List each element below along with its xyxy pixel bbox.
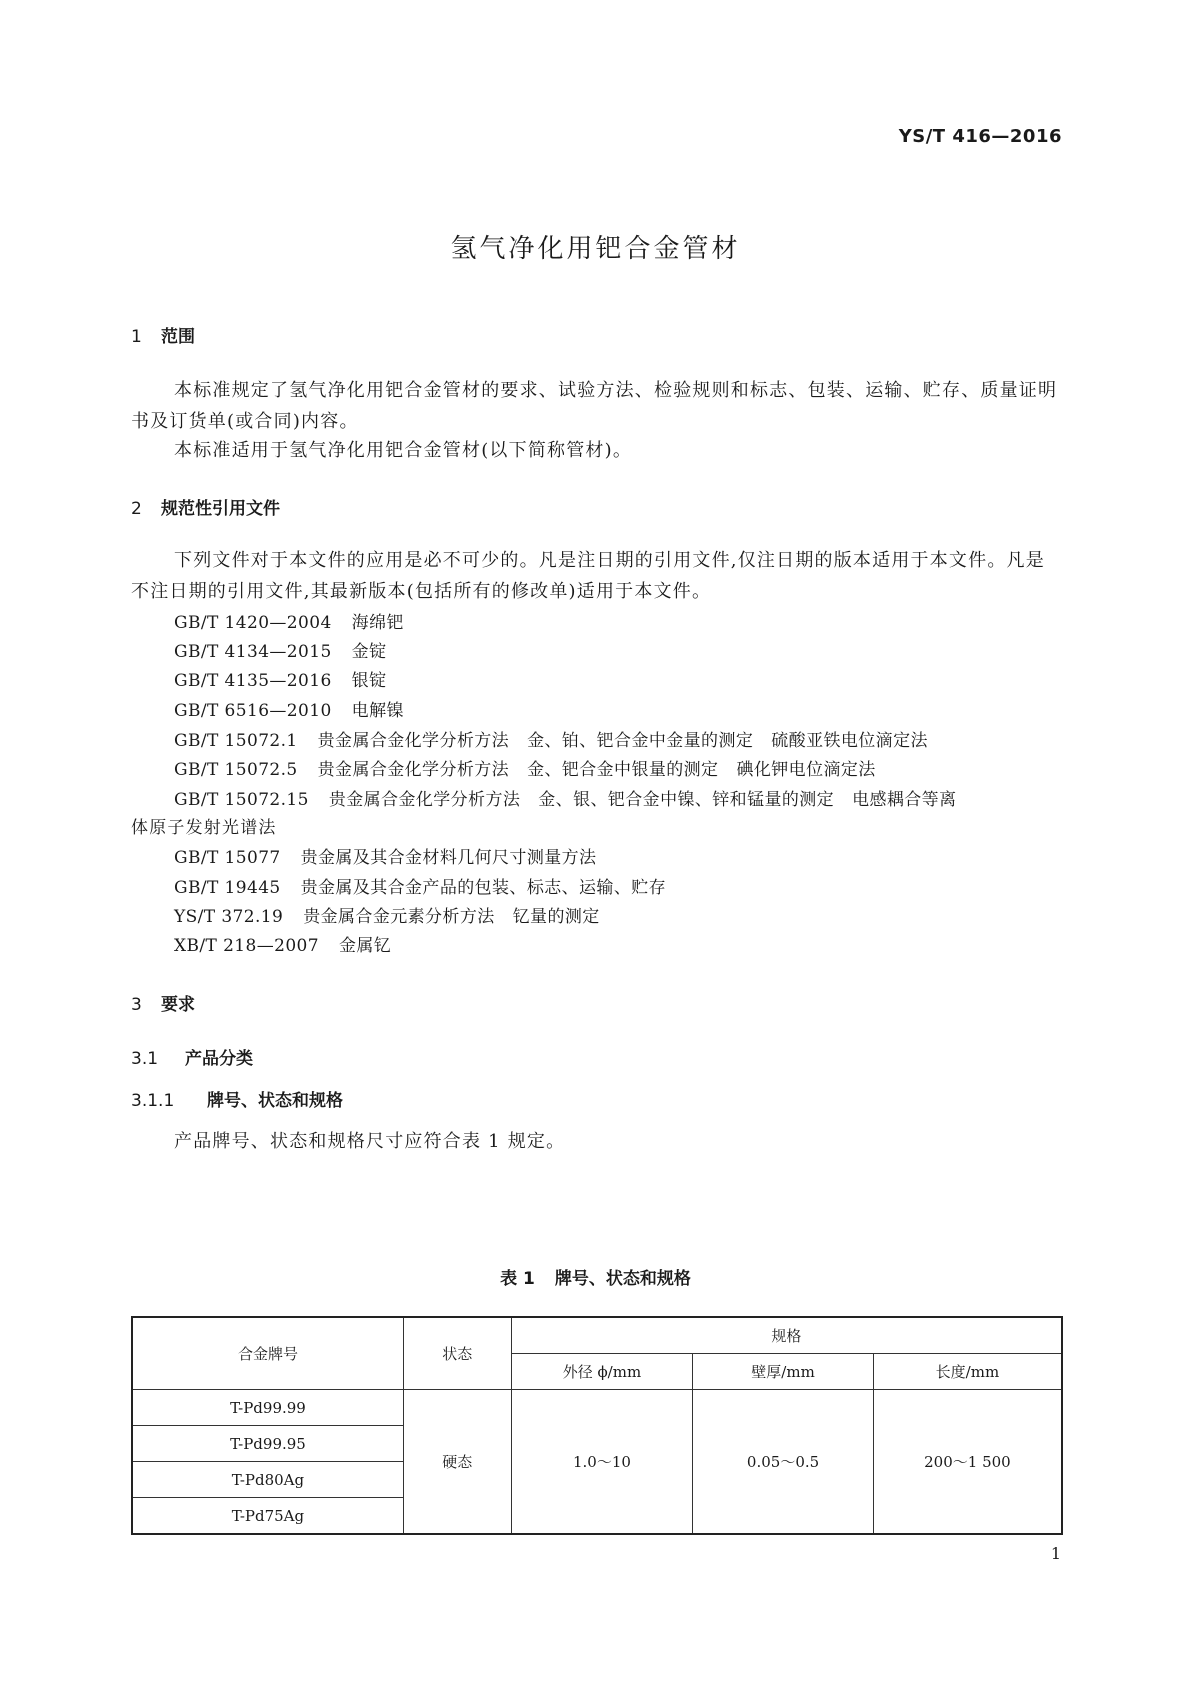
subsection-3-1-1-heading bbox=[131, 1086, 343, 1111]
alloy-cell: T-Pd99.95 bbox=[132, 1426, 403, 1462]
section-1-paragraph-2: 本标准适用于氢气净化用钯合金管材(以下简称管材)。 bbox=[174, 440, 633, 461]
reference-title: 贵金属合金元素分析方法 bbox=[303, 907, 495, 927]
spec-table bbox=[131, 1316, 1063, 1535]
reference-part: 金、铂、钯合金中金量的测定 bbox=[527, 731, 754, 751]
document-title: 氢气净化用钯合金管材 bbox=[450, 234, 741, 264]
reference-code: GB/T 15072.15 bbox=[174, 790, 309, 810]
reference-item bbox=[174, 666, 386, 691]
section-2-intro: 下列文件对于本文件的应用是必不可少的。凡是注日期的引用文件,仅注日期的版本适用于本文件。凡是不注日期的引用文件,其最新版本(包括所有的修改单)适用于本文件。 bbox=[131, 550, 1045, 602]
reference-item bbox=[174, 785, 956, 810]
reference-method: 电感耦合等离 bbox=[852, 790, 957, 810]
reference-method: 碘化钾电位滴定法 bbox=[736, 760, 876, 780]
section-number: 2 bbox=[131, 499, 142, 519]
reference-title: 金属钇 bbox=[338, 936, 392, 956]
alloy-cell: T-Pd99.99 bbox=[132, 1390, 403, 1426]
outer-diameter-cell: 1.0～10 bbox=[511, 1390, 693, 1535]
table-caption-text: 牌号、状态和规格 bbox=[554, 1269, 691, 1289]
section-title: 范围 bbox=[161, 327, 195, 347]
alloy-cell: T-Pd80Ag bbox=[132, 1462, 403, 1498]
reference-item bbox=[174, 755, 876, 780]
reference-item bbox=[174, 608, 404, 633]
reference-code: GB/T 6516—2010 bbox=[174, 701, 332, 721]
length-cell: 200～1 500 bbox=[873, 1390, 1062, 1535]
reference-title: 贵金属及其合金材料几何尺寸测量方法 bbox=[300, 848, 597, 868]
reference-item bbox=[174, 902, 600, 927]
subsection-number: 3.1 bbox=[131, 1049, 159, 1069]
alloy-cell: T-Pd75Ag bbox=[132, 1498, 403, 1535]
wall-thickness-cell: 0.05～0.5 bbox=[693, 1390, 874, 1535]
reference-code: XB/T 218—2007 bbox=[174, 936, 319, 956]
table-number: 表 1 bbox=[500, 1269, 535, 1289]
reference-item bbox=[174, 931, 391, 956]
reference-title: 贵金属合金化学分析方法 bbox=[317, 731, 510, 751]
reference-code: GB/T 19445 bbox=[174, 878, 281, 898]
header-state: 状态 bbox=[403, 1317, 511, 1390]
section-3-paragraph: 产品牌号、状态和规格尺寸应符合表 1 规定。 bbox=[174, 1131, 566, 1152]
reference-item bbox=[174, 873, 666, 898]
state-cell: 硬态 bbox=[403, 1390, 511, 1535]
section-3-heading bbox=[131, 990, 195, 1015]
reference-title: 贵金属及其合金产品的包装、标志、运输、贮存 bbox=[300, 878, 667, 898]
reference-code: GB/T 15072.1 bbox=[174, 731, 298, 751]
reference-part: 金、钯合金中银量的测定 bbox=[527, 760, 719, 780]
subsection-title: 牌号、状态和规格 bbox=[207, 1091, 343, 1111]
reference-part: 钇量的测定 bbox=[512, 907, 600, 927]
subsection-3-1-heading bbox=[131, 1044, 253, 1069]
page-number: 1 bbox=[1050, 1544, 1061, 1563]
section-1-heading bbox=[131, 322, 195, 347]
header-alloy: 合金牌号 bbox=[132, 1317, 403, 1390]
reference-part: 金、银、钯合金中镍、锌和锰量的测定 bbox=[538, 790, 835, 810]
table-header-row bbox=[132, 1317, 1062, 1354]
reference-item bbox=[174, 696, 404, 721]
header-spec: 规格 bbox=[511, 1317, 1062, 1354]
reference-item bbox=[174, 726, 928, 751]
section-number: 1 bbox=[131, 327, 142, 347]
section-1-paragraph-1: 本标准规定了氢气净化用钯合金管材的要求、试验方法、检验规则和标志、包装、运输、贮存、质量证明书及订货单(或合同)内容。 bbox=[131, 380, 1058, 432]
reference-title: 贵金属合金化学分析方法 bbox=[328, 790, 521, 810]
section-title: 规范性引用文件 bbox=[161, 499, 280, 519]
section-2-heading bbox=[131, 494, 280, 519]
reference-title: 海绵钯 bbox=[351, 613, 404, 633]
header-length: 长度/mm bbox=[873, 1354, 1062, 1390]
reference-item bbox=[174, 843, 596, 868]
reference-continuation: 体原子发射光谱法 bbox=[131, 818, 277, 838]
reference-title: 贵金属合金化学分析方法 bbox=[317, 760, 510, 780]
subsection-title: 产品分类 bbox=[185, 1049, 253, 1069]
reference-code: GB/T 15072.5 bbox=[174, 760, 298, 780]
reference-title: 金锭 bbox=[351, 642, 387, 662]
table-caption bbox=[0, 1264, 1191, 1289]
reference-code: GB/T 4134—2015 bbox=[174, 642, 332, 662]
reference-code: GB/T 1420—2004 bbox=[174, 613, 332, 633]
subsection-number: 3.1.1 bbox=[131, 1091, 175, 1111]
reference-title: 银锭 bbox=[351, 671, 387, 691]
reference-code: YS/T 372.19 bbox=[174, 907, 284, 927]
table-row bbox=[132, 1390, 1062, 1426]
section-title: 要求 bbox=[161, 995, 195, 1015]
reference-title: 电解镍 bbox=[351, 701, 404, 721]
header-outer-diameter: 外径 ϕ/mm bbox=[511, 1354, 693, 1390]
reference-method: 硫酸亚铁电位滴定法 bbox=[771, 731, 928, 751]
reference-code: GB/T 15077 bbox=[174, 848, 281, 868]
reference-code: GB/T 4135—2016 bbox=[174, 671, 332, 691]
reference-item bbox=[174, 637, 386, 662]
document-number: YS/T 416—2016 bbox=[898, 126, 1062, 147]
section-number: 3 bbox=[131, 995, 142, 1015]
header-wall-thickness: 壁厚/mm bbox=[693, 1354, 874, 1390]
